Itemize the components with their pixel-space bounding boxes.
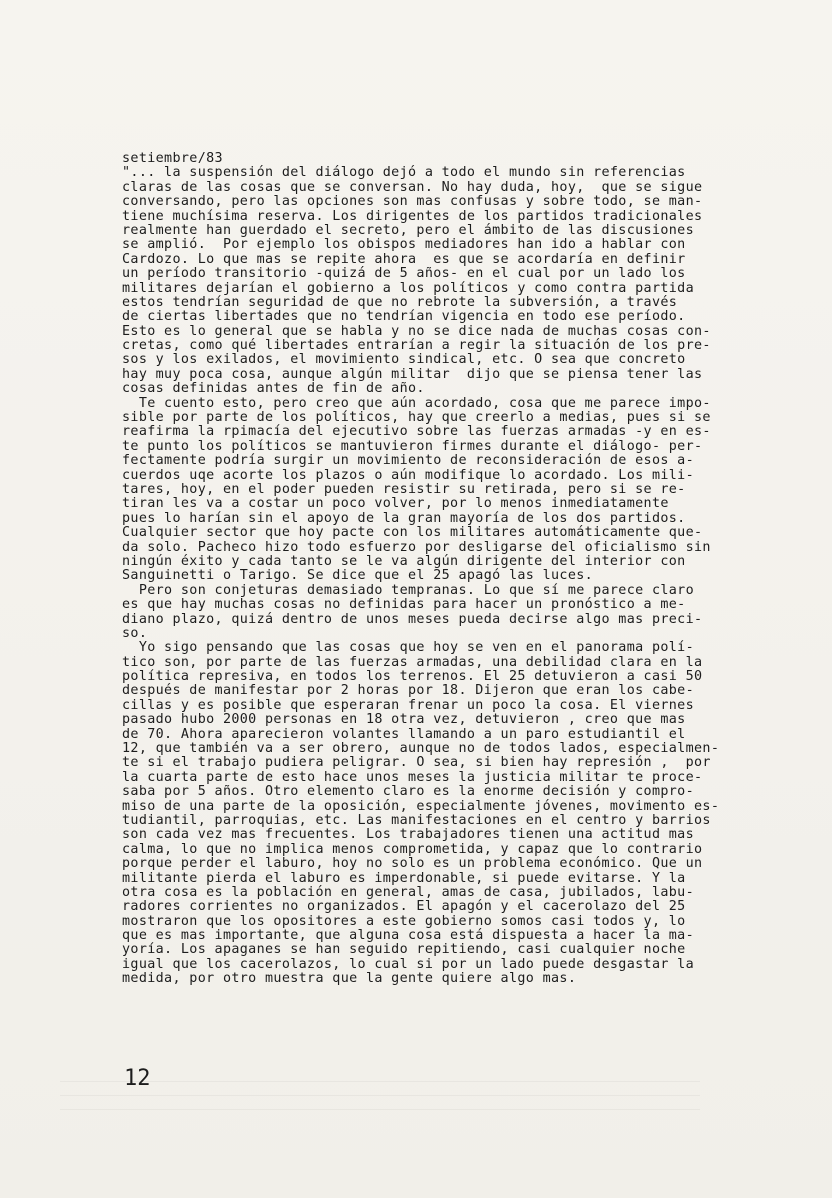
- text-line: de 70. Ahora aparecieron volantes llamando a un paro estudiantil el: [122, 726, 686, 742]
- text-line: 12, que también va a ser obrero, aunque no de todos lados, especialmen-: [122, 741, 720, 757]
- text-line: radores corrientes no organizados. El apagón y el cacerolazo del 25: [122, 899, 686, 915]
- show-through-text: [60, 1080, 700, 1110]
- text-line: Te cuento esto, pero creo que aún acordado, cosa que me parece impo-: [122, 395, 711, 411]
- text-line: son cada vez mas frecuentes. Los trabajadores tienen una actitud mas: [122, 827, 695, 843]
- text-line: un período transitorio -quizá de 5 años- en el cual por un lado los: [122, 266, 686, 282]
- text-line: cosas definidas antes de fin de año.: [122, 381, 425, 397]
- text-line: sible por parte de los políticos, hay que creerlo a medias, pues si se: [122, 410, 711, 426]
- text-line: ningún éxito y cada tanto se le va algún dirigente del interior con: [122, 553, 686, 569]
- text-line: medida, por otro muestra que la gente quiere algo mas.: [122, 971, 577, 987]
- text-line: de ciertas libertades que no tendrían vigencia en todo ese período.: [122, 309, 686, 325]
- text-line: fectamente podría surgir un movimiento de reconsideración de esos a-: [122, 453, 695, 469]
- text-line: so.: [122, 625, 148, 641]
- text-line: tiran les va a costar un poco volver, por lo menos inmediatamente: [122, 496, 669, 512]
- text-line: mostraron que los opositores a este gobierno somos casi todos y, lo: [122, 913, 686, 929]
- text-line: pasado hubo 2000 personas en 18 otra vez, detuvieron , creo que mas: [122, 712, 686, 728]
- text-line: es que hay muchas cosas no definidas para hacer un pronóstico a me-: [122, 597, 686, 613]
- text-line: estos tendrían seguridad de que no rebrote la subversión, a través: [122, 294, 678, 310]
- text-line: "... la suspensión del diálogo dejó a todo el mundo sin referencias: [122, 165, 686, 181]
- text-line: te punto los políticos se mantuvieron firmes durante el diálogo- per-: [122, 438, 703, 454]
- text-line: después de manifestar por 2 horas por 18. Dijeron que eran los cabe-: [122, 683, 695, 699]
- text-line: calma, lo que no implica menos comprometida, y capaz que lo contrario: [122, 841, 703, 857]
- text-line: igual que los cacerolazos, lo cual si por un lado puede desgastar la: [122, 956, 695, 972]
- text-line: Cualquier sector que hoy pacte con los militares automáticamente que-: [122, 525, 703, 541]
- text-line: política represiva, en todos los terrenos. El 25 detuvieron a casi 50: [122, 669, 703, 685]
- text-line: claras de las cosas que se conversan. No hay duda, hoy, que se sigue: [122, 179, 703, 195]
- text-line: te si el trabajo pudiera peligrar. O sea, si bien hay represión , por: [122, 755, 711, 771]
- text-line: realmente han guerdado el secreto, pero el ámbito de las discusiones: [122, 222, 695, 238]
- text-line: miso de una parte de la oposición, especialmente jóvenes, movimento es-: [122, 798, 720, 814]
- text-line: militante pierda el laburo es imperdonable, si puede evitarse. Y la: [122, 870, 686, 886]
- text-line: Sanguinetti o Tarigo. Se dice que el 25 apagó las luces.: [122, 568, 594, 584]
- text-line: diano plazo, quizá dentro de unos meses pueda decirse algo mas preci-: [122, 611, 703, 627]
- text-line: tiene muchísima reserva. Los dirigentes de los partidos tradicionales: [122, 208, 703, 224]
- text-line: cretas, como qué libertades entrarían a regir la situación de los pre-: [122, 338, 711, 354]
- text-line: la cuarta parte de esto hace unos meses la justicia militar te proce-: [122, 769, 703, 785]
- page-number: 12: [124, 1066, 151, 1091]
- text-line: que es mas importante, que alguna cosa está dispuesta a hacer la ma-: [122, 928, 695, 944]
- text-line: cillas y es posible que esperaran frenar un poco la cosa. El viernes: [122, 697, 695, 713]
- text-line: Yo sigo pensando que las cosas que hoy se ven en el panorama polí-: [122, 640, 695, 656]
- text-line: hay muy poca cosa, aunque algún militar dijo que se piensa tener las: [122, 366, 703, 382]
- text-line: porque perder el laburo, hoy no solo es un problema económico. Que un: [122, 856, 703, 872]
- text-line: se amplió. Por ejemplo los obispos mediadores han ido a hablar con: [122, 237, 686, 253]
- text-line: cuerdos uqe acorte los plazos o aún modifique lo acordado. Los mili-: [122, 467, 695, 483]
- text-line: pues lo harían sin el apoyo de la gran mayoría de los dos partidos.: [122, 510, 686, 526]
- text-line: otra cosa es la población en general, amas de casa, jubilados, labu-: [122, 884, 695, 900]
- text-line: tico son, por parte de las fuerzas armadas, una debilidad clara en la: [122, 654, 703, 670]
- letter-body: [122, 152, 762, 987]
- date-line: setiembre/83: [122, 151, 223, 166]
- text-line: sos y los exilados, el movimiento sindical, etc. O sea que concreto: [122, 352, 686, 368]
- text-line: conversando, pero las opciones son mas confusas y sobre todo, se man-: [122, 194, 703, 210]
- text-line: saba por 5 años. Otro elemento claro es la enorme decisión y compro-: [122, 784, 695, 800]
- text-line: Pero son conjeturas demasiado tempranas. Lo que sí me parece claro: [122, 582, 695, 598]
- text-line: militares dejarían el gobierno a los políticos y como contra partida: [122, 280, 695, 296]
- text-line: reafirma la rpimacía del ejecutivo sobre las fuerzas armadas -y en es-: [122, 424, 711, 440]
- text-line: tares, hoy, en el poder pueden resistir su retirada, pero si se re-: [122, 481, 686, 497]
- text-line: Esto es lo general que se habla y no se dice nada de muchas cosas con-: [122, 323, 711, 339]
- text-line: Cardozo. Lo que mas se repite ahora es que se acordaría en definir: [122, 251, 686, 267]
- text-line: tudiantil, parroquias, etc. Las manifestaciones en el centro y barrios: [122, 812, 711, 828]
- text-line: yoría. Los apaganes se han seguido repitiendo, casi cualquier noche: [122, 942, 686, 958]
- text-line: da solo. Pacheco hizo todo esfuerzo por desligarse del oficialismo sin: [122, 539, 711, 555]
